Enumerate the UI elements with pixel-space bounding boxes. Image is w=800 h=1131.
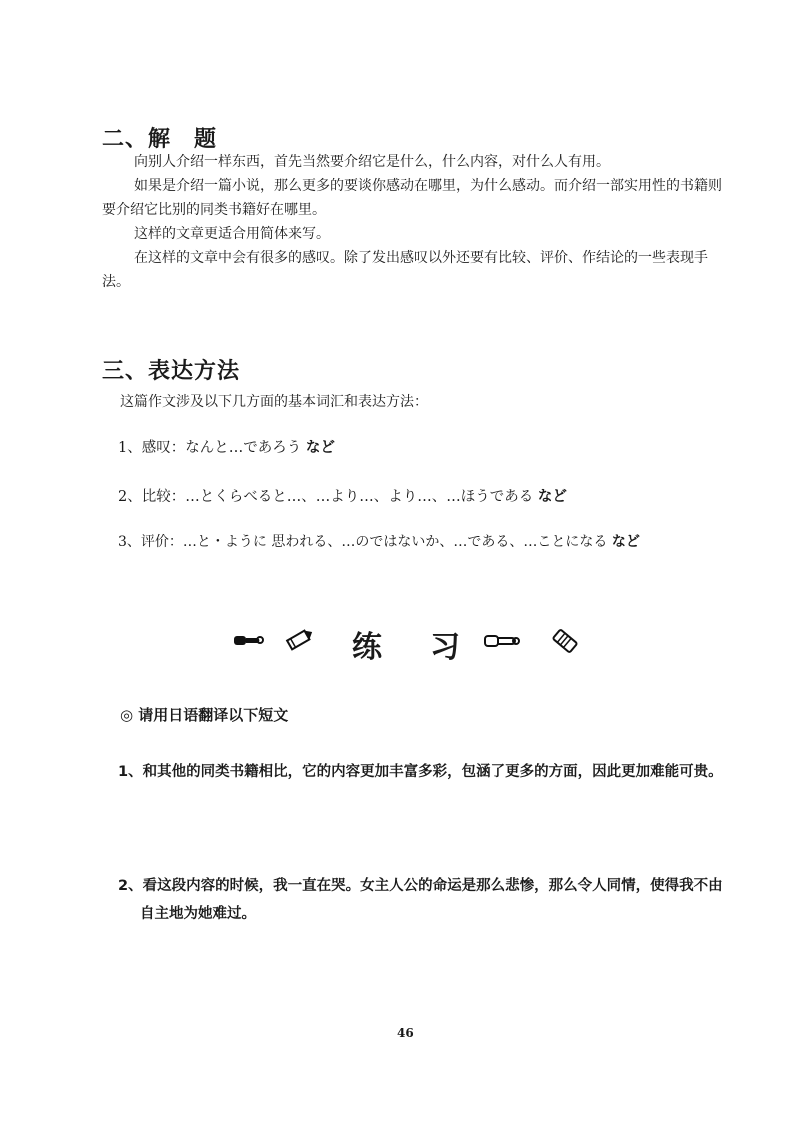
exercise-instruction: ◎ 请用日语翻译以下短文 <box>120 706 289 724</box>
expression-item <box>118 436 335 457</box>
pointing-hand-icon <box>232 630 266 650</box>
section-2-paragraph: 向别人介绍一样东西，首先当然要介绍它是什么，什么内容，对什么人有用。 <box>134 154 610 170</box>
exercise-title-left: 练 <box>352 630 382 665</box>
item-text: 和其他的同类书籍相比，它的内容更加丰富多彩，包涵了更多的方面，因此更加难能可贵。 <box>142 764 723 780</box>
item-number: 1、 <box>118 764 143 780</box>
item-text: 看这段内容的时候，我一直在哭。女主人公的命运是那么悲惨，那么令人同情，使得我不由自主地为她难过。 <box>140 878 723 922</box>
exercise-title-right: 习 <box>430 630 460 665</box>
item-label: 评价： <box>140 534 183 550</box>
item-suffix: など <box>537 489 567 505</box>
section-2-title: 二、解 题 <box>102 127 218 152</box>
item-label: 感叹： <box>141 440 186 456</box>
page-number: 46 <box>397 1026 414 1040</box>
item-text: …と・ように 思われる、…のではないか、…である、…ことになる <box>182 534 608 550</box>
section-3-title: 三、表达方法 <box>102 359 241 384</box>
expression-item <box>118 485 567 506</box>
item-suffix: など <box>305 440 335 456</box>
item-label: 比较： <box>141 489 186 505</box>
item-text: …とくらべると…、…より…、より…、…ほうである <box>185 489 534 505</box>
pencil-icon <box>284 626 316 652</box>
item-number: 3、 <box>118 534 141 550</box>
section-2-paragraph: 在这样的文章中会有很多的感叹。除了发出感叹以外还要有比较、评价、作结论的一些表现手法。 <box>102 250 708 290</box>
section-2-body <box>102 150 727 294</box>
item-text: なんと…であろう <box>185 440 302 456</box>
item-number: 2、 <box>118 878 143 894</box>
section-2-paragraph: 这样的文章更适合用简体来写。 <box>134 226 330 242</box>
eraser-icon <box>550 626 580 656</box>
pointing-hand-outline-icon <box>482 630 522 652</box>
item-suffix: など <box>611 534 640 550</box>
exercise-item <box>118 872 730 928</box>
expression-item <box>118 531 640 551</box>
item-number: 1、 <box>118 440 142 456</box>
item-number: 2、 <box>118 489 142 505</box>
section-2-paragraph: 如果是介绍一篇小说，那么更多的要谈你感动在哪里，为什么感动。而介绍一部实用性的书籍则要介绍它比别的同类书籍好在哪里。 <box>102 178 722 218</box>
section-3-intro: 这篇作文涉及以下几方面的基本词汇和表达方法： <box>120 394 428 410</box>
exercise-item <box>118 758 730 786</box>
